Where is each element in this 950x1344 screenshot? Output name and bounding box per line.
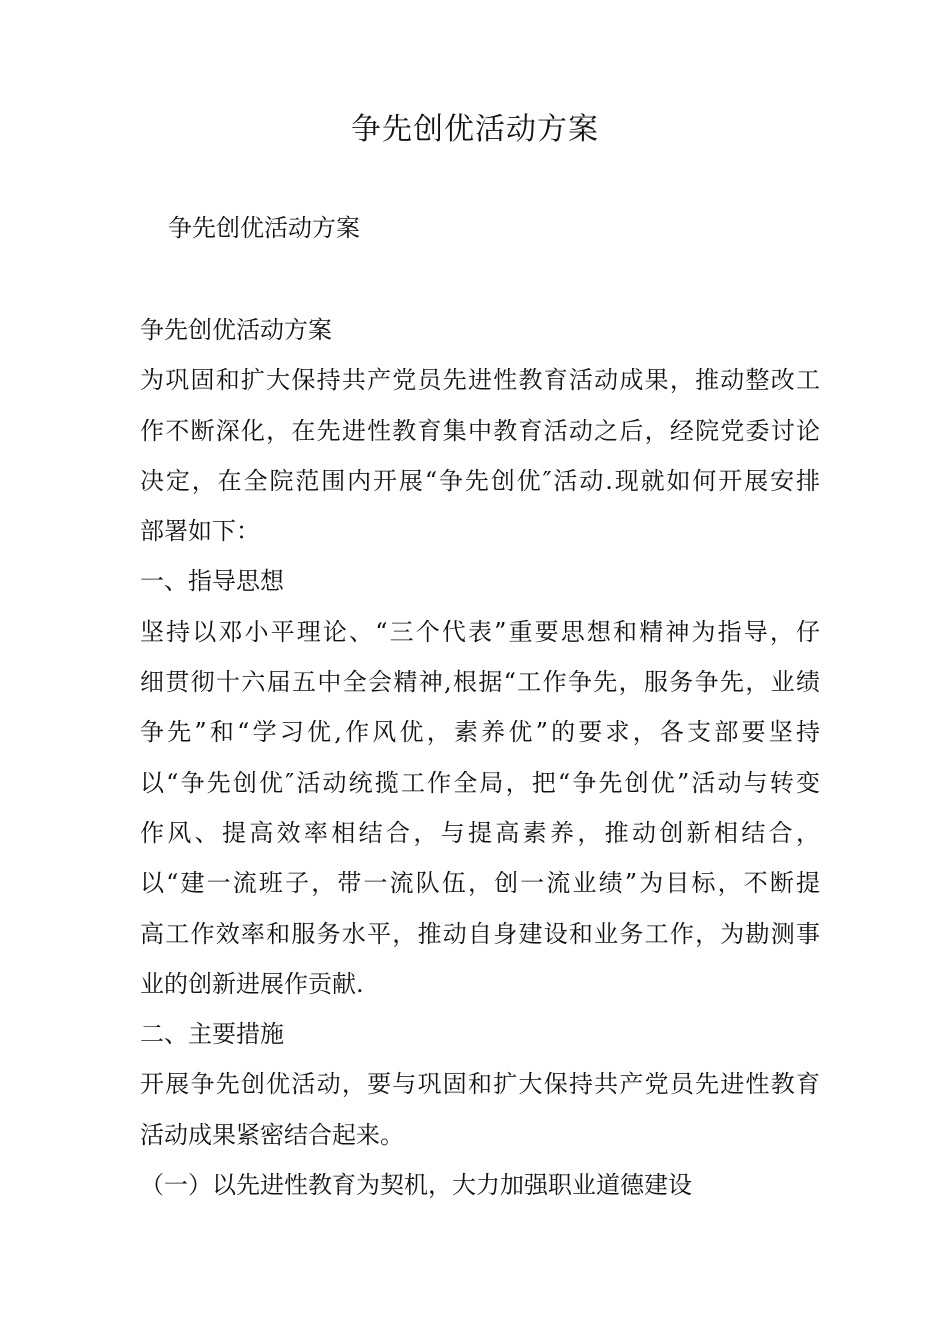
document-body <box>140 305 820 1210</box>
document-subtitle: 争先创优活动方案 <box>168 214 360 242</box>
body-line: 以“争先创优″活动统揽工作全局，把“争先创优”活动与转变 <box>140 768 820 797</box>
body-line: 为巩固和扩大保持共产党员先进性教育活动成果，推动整改工 <box>140 366 820 395</box>
body-line: 业的创新进展作贡献. <box>140 969 364 998</box>
body-line: 作不断深化，在先进性教育集中教育活动之后，经院党委讨论 <box>140 416 820 445</box>
body-line: 决定，在全院范围内开展“争先创优″活动.现就如何开展安排 <box>140 466 820 495</box>
body-line: 部署如下： <box>140 517 260 546</box>
body-line: 以“建一流班子，带一流队伍，创一流业绩”为目标，不断提 <box>140 869 820 898</box>
body-line: 争先创优活动方案 <box>140 316 332 344</box>
body-line: 开展争先创优活动，要与巩固和扩大保持共产党员先进性教育 <box>140 1070 820 1099</box>
body-line: 高工作效率和服务水平，推动自身建设和业务工作，为勘测事 <box>140 919 820 948</box>
subsection-heading: （一）以先进性教育为契机，大力加强职业道德建设 <box>140 1171 692 1200</box>
body-line: 细贯彻十六届五中全会精神,根据“工作争先，服务争先，业绩 <box>140 668 820 697</box>
section-heading: 二、主要措施 <box>140 1020 284 1049</box>
document-title: 争先创优活动方案 <box>351 112 599 147</box>
body-line: 活动成果紧密结合起来。 <box>140 1120 404 1149</box>
body-line: 争先”和“学习优,作风优，素养优”的要求，各支部要坚持 <box>140 718 820 747</box>
body-line: 坚持以邓小平理论、“三个代表”重要思想和精神为指导，仔 <box>140 617 820 646</box>
body-line: 作风、提高效率相结合，与提高素养，推动创新相结合， <box>140 818 820 847</box>
section-heading: 一、指导思想 <box>140 567 284 596</box>
